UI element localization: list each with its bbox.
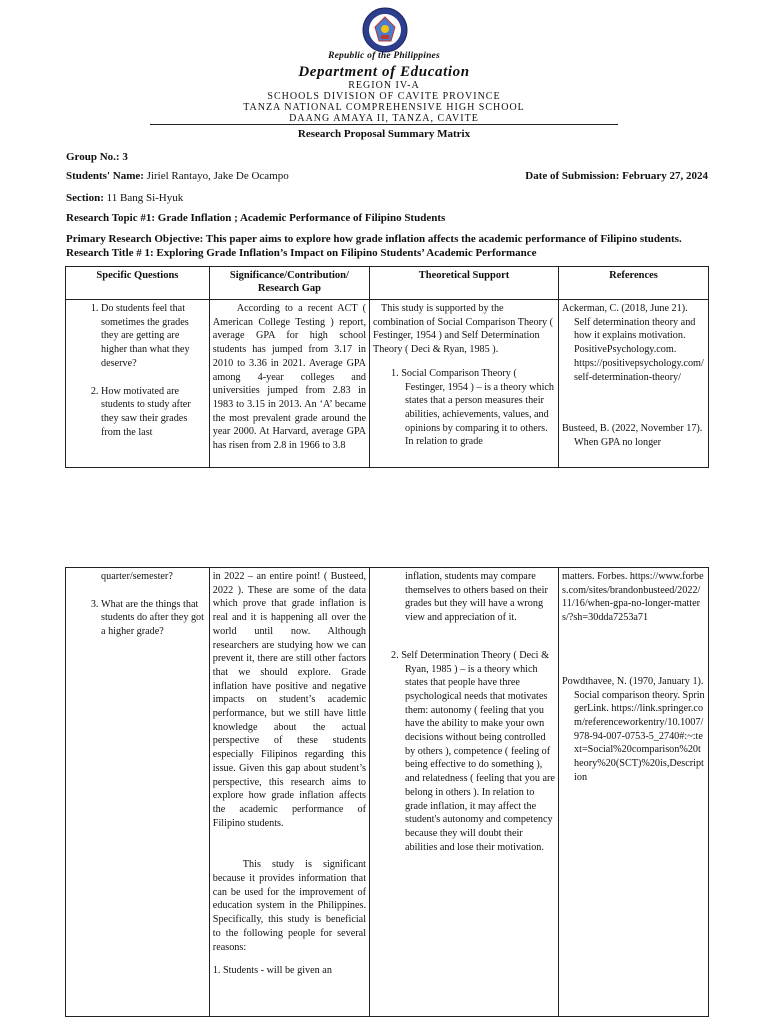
date-line bbox=[525, 170, 708, 182]
theory-item-2: 2. Self Determination Theory ( Deci & Ryan, 1985 ) – is a theory which states that people have three psychological needs that motivates them: autonomy ( feeling that you have the ability to make your own decisions without being controlled by others ), competence ( feeling of being effective to do something ), and relatedness ( feeling that you are belong in others ). In relation to grade inflation, it may affect the student's autonomy and competency because they will doubt their abilities and lose their motivation. bbox=[391, 649, 555, 853]
significance-list-item-1: 1. Students - will be given an bbox=[212, 965, 332, 977]
school-line: TANZA NATIONAL COMPREHENSIVE HIGH SCHOOL bbox=[243, 102, 525, 113]
date-label: Date of Submission: bbox=[525, 170, 620, 182]
significance-cell bbox=[209, 300, 369, 468]
address-line: DAANG AMAYA II, TANZA, CAVITE bbox=[289, 113, 479, 124]
division-line: SCHOOLS DIVISION OF CAVITE PROVINCE bbox=[267, 91, 501, 102]
date-value: February 27, 2024 bbox=[622, 170, 708, 182]
header-theoretical-support: Theoretical Support bbox=[370, 267, 559, 300]
question-1: 1. Do students feel that sometimes the grades they are getting are higher than what they deserve? bbox=[101, 302, 206, 371]
theory-item-1-continued: inflation, students may compare themselves to others based on their grades but they will have a wrong view and appreciation of it. bbox=[405, 571, 548, 624]
significance-text: According to a recent ACT ( American College Testing ) report, average GPA for high school students has jumped from 3.17 in 2010 to 3.36 in 2021. Average GPA among 4-year colleges and universities jumped from 2.83 in 1983 to 3.15 in 2013. An ‘A’ became the most prevalent grade around the year 2000. At Harvard, average GPA has risen from 2.8 in 1966 to 3.8 bbox=[212, 303, 367, 452]
department-line: Department of Education bbox=[298, 64, 470, 80]
document-title: Research Proposal Summary Matrix bbox=[297, 128, 471, 140]
significance-cell-2 bbox=[209, 568, 369, 1017]
references-cell bbox=[559, 300, 709, 468]
reference-2-continued: matters. Forbes. https://www.forbes.com/sites/brandonbusteed/2022/11/16/when-gpa-no-longer-matters/?sh=30dda7253a71 bbox=[562, 571, 704, 624]
significance-text-continued: in 2022 – an entire point! ( Busteed, 2022 ). These are some of the data which prove that grade inflation is real and it is happening all over the world until now. Although researchers are studying how we can prevent it, there are still other factors that we should explore. Grade inflation have positive and negative impacts on student’s academic performance, but we still have little knowledge about the actual perspective of these students especially Filipinos regarding this issue. Given this gap about student’s perspective, this research aims to explore how grade inflation affects the academic performance of Filipino students. bbox=[212, 571, 367, 829]
question-3: 3. What are the things that students do after they got a higher grade? bbox=[101, 598, 206, 639]
research-title: Research Title # 1: Exploring Grade Inflation’s Impact on Filipino Students’ Academic Performance bbox=[66, 247, 537, 259]
theory-cell-2 bbox=[370, 568, 559, 1017]
group-line bbox=[66, 151, 128, 163]
summary-matrix-table-part1 bbox=[65, 266, 709, 468]
header-significance: Significance/Contribution/ Research Gap bbox=[209, 267, 369, 300]
header-specific-questions: Specific Questions bbox=[66, 267, 210, 300]
region-line: REGION IV-A bbox=[348, 80, 420, 91]
significance-text-2: This study is significant because it provides information that can be used for the improvement of education system in the Philippines. Specifically, this study is beneficial to the following people for several reasons: bbox=[212, 859, 367, 953]
reference-2: Busteed, B. (2022, November 17). When GPA no longer bbox=[562, 423, 703, 448]
group-value: 3 bbox=[122, 151, 128, 163]
research-objective: Primary Research Objective: This paper aims to explore how grade inflation affects the academic performance of Filipino students. bbox=[66, 233, 682, 245]
section-label: Section: bbox=[66, 192, 104, 204]
section-value: 11 Bang Si-Hyuk bbox=[106, 192, 184, 204]
theory-intro: This study is supported by the combination of Social Comparison Theory ( Festinger, 1954 ) and Self Determination Theory ( Deci & Ryan, 1985 ). bbox=[373, 303, 554, 356]
header-references: References bbox=[559, 267, 709, 300]
deped-seal-icon bbox=[362, 7, 408, 53]
question-2: 2. How motivated are students to study after they saw their grades from the last bbox=[101, 385, 206, 440]
theory-cell bbox=[370, 300, 559, 468]
question-2-continued: quarter/semester? bbox=[101, 571, 173, 582]
theory-item-1: 1. Social Comparison Theory ( Festinger, 1954 ) – is a theory which states that a person measures their abilities, achievements, values, and opinions by comparing it to others. In relation to grade bbox=[391, 367, 555, 448]
students-value: Jiriel Rantayo, Jake De Ocampo bbox=[146, 170, 289, 182]
research-topic: Research Topic #1: Grade Inflation ; Academic Performance of Filipino Students bbox=[66, 212, 446, 224]
republic-line: Republic of the Philippines bbox=[328, 51, 440, 61]
students-line bbox=[66, 170, 289, 182]
questions-list-2 bbox=[69, 598, 206, 639]
group-label: Group No.: bbox=[66, 151, 120, 163]
students-label: Students' Name: bbox=[66, 170, 144, 182]
summary-matrix-table-part2 bbox=[65, 567, 709, 1017]
reference-1: Ackerman, C. (2018, June 21). Self determination theory and how it explains motivation. PositivePsychology.com. https://positivepsychology.com/self-determination-theory/ bbox=[562, 303, 704, 383]
questions-cell bbox=[66, 300, 210, 468]
questions-list bbox=[69, 302, 206, 439]
section-line bbox=[66, 192, 183, 204]
references-cell-2 bbox=[559, 568, 709, 1017]
header-divider bbox=[150, 124, 618, 125]
reference-3: Powdthavee, N. (1970, January 1). Social comparison theory. SpringerLink. https://link.springer.com/referenceworkentry/10.1007/978-94-007-0753-5_2740#:~:text=Social%20comparison%20theory%20(SCT)%20is,Description bbox=[562, 675, 705, 783]
questions-cell-2 bbox=[66, 568, 210, 1017]
